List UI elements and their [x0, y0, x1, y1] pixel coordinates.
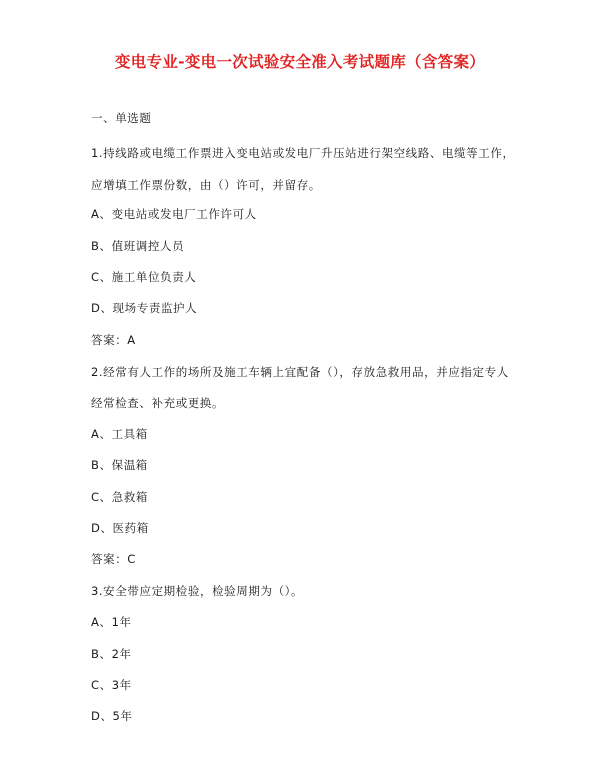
question-3-text: 3.安全带应定期检验，检验周期为（）。: [91, 584, 304, 598]
question-3-option-d: D、5年: [91, 709, 133, 723]
question-2-option-c: C、急救箱: [91, 490, 149, 504]
document-title: 变电专业-变电一次试验安全准入考试题库（含答案）: [114, 53, 486, 71]
question-1-text-line-1: 1.持线路或电缆工作票进入变电站或发电厂升压站进行架空线路、电缆等工作，: [91, 146, 515, 160]
question-1-text-line-2: 应增填工作票份数，由（）许可，并留存。: [91, 178, 321, 192]
question-2-text-line-2: 经常检查、补充或更换。: [91, 396, 225, 410]
question-2-option-a: A、工具箱: [91, 427, 148, 441]
question-2-option-b: B、保温箱: [91, 458, 148, 472]
question-2-answer: 答案：C: [91, 552, 136, 566]
question-1-option-d: D、现场专责监护人: [91, 301, 198, 315]
section-heading: 一、单选题: [91, 111, 152, 125]
question-2-text-line-1: 2.经常有人工作的场所及施工车辆上宜配备（），存放急救用品，并应指定专人: [91, 365, 509, 379]
question-1-option-a: A、变电站或发电厂工作许可人: [91, 207, 257, 221]
question-3-option-c: C、3年: [91, 678, 132, 692]
question-1-option-b: B、值班调控人员: [91, 239, 185, 253]
question-3-option-a: A、1年: [91, 615, 132, 629]
question-3-option-b: B、2年: [91, 647, 132, 661]
question-1-answer: 答案：A: [91, 333, 136, 347]
question-1-option-c: C、施工单位负责人: [91, 270, 197, 284]
question-2-option-d: D、医药箱: [91, 521, 149, 535]
